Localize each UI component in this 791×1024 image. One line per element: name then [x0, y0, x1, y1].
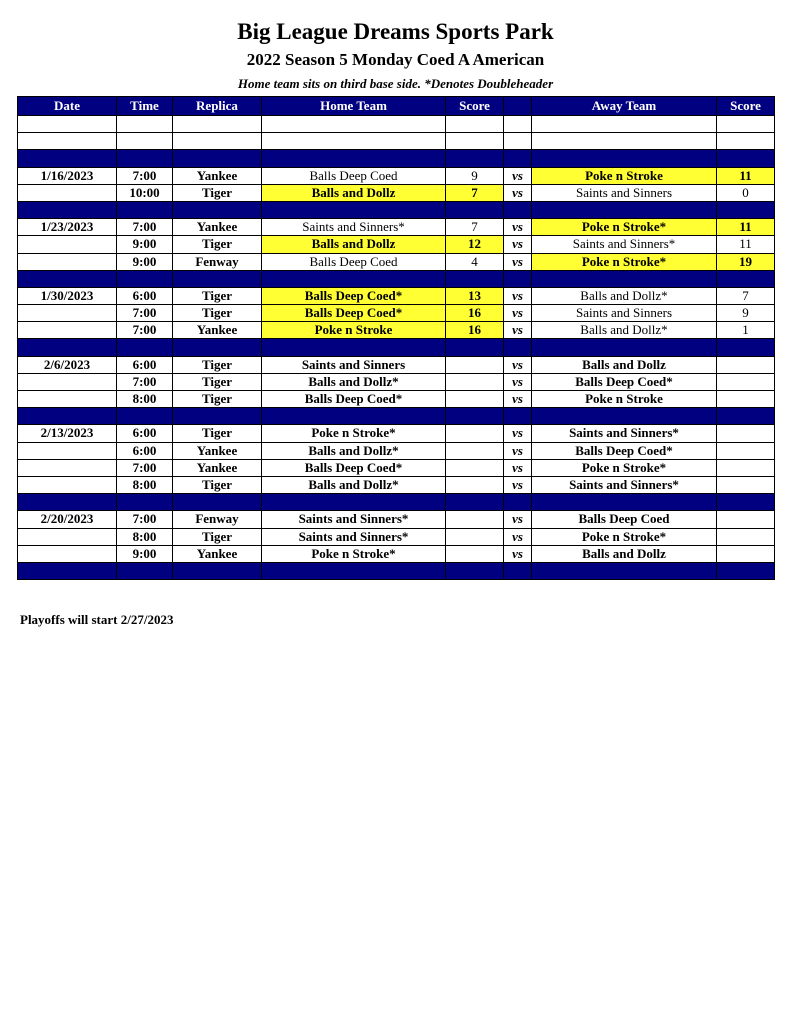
game-row — [18, 253, 775, 270]
date-cell — [18, 305, 117, 322]
separator-cell — [117, 150, 173, 167]
away-team-cell: Poke n Stroke* — [532, 219, 717, 236]
vs-cell: vs — [504, 305, 532, 322]
home-score-cell: 4 — [446, 253, 504, 270]
away-team-cell: Saints and Sinners — [532, 305, 717, 322]
date-cell — [18, 442, 117, 459]
away-score-cell — [717, 373, 775, 390]
separator-cell — [173, 494, 262, 511]
blank-cell — [262, 133, 446, 150]
home-score-cell — [446, 528, 504, 545]
game-row — [18, 184, 775, 201]
vs-cell: vs — [504, 236, 532, 253]
blank-cell — [532, 116, 717, 133]
away-score-cell — [717, 442, 775, 459]
page-subtitle: 2022 Season 5 Monday Coed A American — [246, 50, 545, 69]
game-row — [18, 545, 775, 562]
separator-cell — [717, 339, 775, 356]
separator-cell — [504, 339, 532, 356]
home-score-cell: 16 — [446, 322, 504, 339]
away-team-cell: Poke n Stroke* — [532, 253, 717, 270]
separator-cell — [532, 201, 717, 218]
replica-cell: Tiger — [173, 373, 262, 390]
separator-cell — [18, 201, 117, 218]
separator-cell — [446, 408, 504, 425]
replica-cell: Tiger — [173, 236, 262, 253]
replica-cell: Yankee — [173, 219, 262, 236]
game-row — [18, 425, 775, 442]
replica-cell: Tiger — [173, 425, 262, 442]
home-score-cell — [446, 511, 504, 528]
date-cell: 2/6/2023 — [18, 356, 117, 373]
time-cell: 7:00 — [117, 373, 173, 390]
away-score-cell: 11 — [717, 236, 775, 253]
separator-cell — [717, 408, 775, 425]
time-cell: 8:00 — [117, 528, 173, 545]
separator-cell — [262, 562, 446, 579]
time-cell: 7:00 — [117, 305, 173, 322]
date-cell — [18, 391, 117, 408]
home-team-cell: Balls Deep Coed* — [262, 287, 446, 304]
separator-cell — [446, 339, 504, 356]
away-score-cell: 11 — [717, 167, 775, 184]
home-score-cell: 7 — [446, 219, 504, 236]
separator-cell — [117, 270, 173, 287]
date-cell — [18, 236, 117, 253]
date-cell: 1/23/2023 — [18, 219, 117, 236]
replica-cell: Yankee — [173, 442, 262, 459]
blank-cell — [173, 133, 262, 150]
vs-cell: vs — [504, 167, 532, 184]
separator-cell — [262, 201, 446, 218]
separator-cell — [117, 408, 173, 425]
header-time: Time — [117, 97, 173, 116]
away-score-cell — [717, 425, 775, 442]
away-team-cell: Poke n Stroke* — [532, 528, 717, 545]
separator-cell — [173, 150, 262, 167]
game-row — [18, 305, 775, 322]
schedule-table — [17, 96, 775, 580]
home-score-cell — [446, 425, 504, 442]
home-score-cell — [446, 373, 504, 390]
separator-cell — [446, 562, 504, 579]
date-cell — [18, 476, 117, 493]
away-team-cell: Poke n Stroke* — [532, 459, 717, 476]
home-score-cell: 13 — [446, 287, 504, 304]
schedule-body — [18, 116, 775, 580]
separator-cell — [117, 339, 173, 356]
blank-row — [18, 133, 775, 150]
vs-cell: vs — [504, 356, 532, 373]
away-score-cell: 7 — [717, 287, 775, 304]
game-row — [18, 391, 775, 408]
vs-cell: vs — [504, 528, 532, 545]
replica-cell: Tiger — [173, 287, 262, 304]
week-separator-row — [18, 150, 775, 167]
away-team-cell: Balls Deep Coed* — [532, 373, 717, 390]
home-team-cell: Balls and Dollz* — [262, 442, 446, 459]
game-row — [18, 511, 775, 528]
separator-cell — [262, 270, 446, 287]
header-vs — [504, 97, 532, 116]
time-cell: 9:00 — [117, 236, 173, 253]
time-cell: 7:00 — [117, 459, 173, 476]
separator-cell — [532, 150, 717, 167]
date-cell — [18, 373, 117, 390]
time-cell: 7:00 — [117, 219, 173, 236]
away-score-cell — [717, 356, 775, 373]
blank-cell — [717, 116, 775, 133]
replica-cell: Tiger — [173, 476, 262, 493]
separator-cell — [446, 494, 504, 511]
vs-cell: vs — [504, 511, 532, 528]
away-team-cell: Poke n Stroke — [532, 391, 717, 408]
home-score-cell: 16 — [446, 305, 504, 322]
away-team-cell: Saints and Sinners* — [532, 236, 717, 253]
header-date: Date — [18, 97, 117, 116]
time-cell: 6:00 — [117, 425, 173, 442]
game-row — [18, 459, 775, 476]
home-team-cell: Balls and Dollz* — [262, 373, 446, 390]
header-away-team: Away Team — [532, 97, 717, 116]
separator-cell — [173, 408, 262, 425]
time-cell: 7:00 — [117, 511, 173, 528]
away-team-cell: Saints and Sinners* — [532, 476, 717, 493]
vs-cell: vs — [504, 545, 532, 562]
replica-cell: Fenway — [173, 253, 262, 270]
game-row — [18, 528, 775, 545]
home-team-cell: Saints and Sinners* — [262, 219, 446, 236]
separator-cell — [262, 150, 446, 167]
home-team-cell: Balls and Dollz — [262, 184, 446, 201]
separator-cell — [504, 150, 532, 167]
header-replica: Replica — [173, 97, 262, 116]
home-score-cell — [446, 459, 504, 476]
separator-cell — [18, 562, 117, 579]
date-cell — [18, 322, 117, 339]
date-cell — [18, 184, 117, 201]
week-separator-row — [18, 270, 775, 287]
home-team-cell: Balls Deep Coed* — [262, 459, 446, 476]
replica-cell: Yankee — [173, 459, 262, 476]
date-cell — [18, 545, 117, 562]
time-cell: 9:00 — [117, 545, 173, 562]
separator-cell — [532, 562, 717, 579]
vs-cell: vs — [504, 287, 532, 304]
separator-cell — [262, 494, 446, 511]
game-row — [18, 287, 775, 304]
home-team-note: Home team sits on third base side. *Denotes Doubleheader — [237, 76, 554, 91]
header-row — [18, 97, 775, 116]
away-team-cell: Balls and Dollz — [532, 545, 717, 562]
separator-cell — [532, 494, 717, 511]
header-home-score: Score — [446, 97, 504, 116]
blank-cell — [532, 133, 717, 150]
page-title: Big League Dreams Sports Park — [237, 19, 554, 44]
away-team-cell: Balls Deep Coed — [532, 511, 717, 528]
vs-cell: vs — [504, 253, 532, 270]
vs-cell: vs — [504, 442, 532, 459]
away-team-cell: Balls and Dollz — [532, 356, 717, 373]
away-score-cell — [717, 391, 775, 408]
separator-cell — [446, 201, 504, 218]
game-row — [18, 476, 775, 493]
separator-cell — [18, 339, 117, 356]
home-team-cell: Balls Deep Coed* — [262, 391, 446, 408]
date-cell — [18, 528, 117, 545]
replica-cell: Tiger — [173, 184, 262, 201]
time-cell: 8:00 — [117, 391, 173, 408]
away-team-cell: Balls and Dollz* — [532, 287, 717, 304]
date-cell: 2/20/2023 — [18, 511, 117, 528]
home-score-cell: 7 — [446, 184, 504, 201]
game-row — [18, 356, 775, 373]
replica-cell: Yankee — [173, 167, 262, 184]
date-cell: 1/16/2023 — [18, 167, 117, 184]
separator-cell — [532, 270, 717, 287]
home-team-cell: Balls and Dollz — [262, 236, 446, 253]
away-team-cell: Poke n Stroke — [532, 167, 717, 184]
replica-cell: Tiger — [173, 305, 262, 322]
vs-cell: vs — [504, 219, 532, 236]
home-score-cell — [446, 442, 504, 459]
blank-cell — [117, 133, 173, 150]
week-separator-row — [18, 562, 775, 579]
header-home-team: Home Team — [262, 97, 446, 116]
separator-cell — [18, 150, 117, 167]
game-row — [18, 322, 775, 339]
blank-cell — [117, 116, 173, 133]
blank-cell — [504, 133, 532, 150]
home-team-cell: Poke n Stroke — [262, 322, 446, 339]
away-score-cell — [717, 545, 775, 562]
separator-cell — [262, 408, 446, 425]
time-cell: 7:00 — [117, 167, 173, 184]
vs-cell: vs — [504, 459, 532, 476]
time-cell: 9:00 — [117, 253, 173, 270]
separator-cell — [18, 270, 117, 287]
week-separator-row — [18, 339, 775, 356]
header-away-score: Score — [717, 97, 775, 116]
separator-cell — [717, 562, 775, 579]
blank-cell — [504, 116, 532, 133]
separator-cell — [504, 201, 532, 218]
away-score-cell — [717, 511, 775, 528]
separator-cell — [117, 562, 173, 579]
separator-cell — [717, 201, 775, 218]
vs-cell: vs — [504, 184, 532, 201]
home-team-cell: Saints and Sinners* — [262, 511, 446, 528]
separator-cell — [532, 408, 717, 425]
home-score-cell: 9 — [446, 167, 504, 184]
home-team-cell: Saints and Sinners* — [262, 528, 446, 545]
date-cell: 2/13/2023 — [18, 425, 117, 442]
away-score-cell: 11 — [717, 219, 775, 236]
replica-cell: Yankee — [173, 322, 262, 339]
separator-cell — [173, 562, 262, 579]
separator-cell — [504, 494, 532, 511]
separator-cell — [173, 270, 262, 287]
vs-cell: vs — [504, 373, 532, 390]
away-score-cell: 19 — [717, 253, 775, 270]
game-row — [18, 373, 775, 390]
separator-cell — [532, 339, 717, 356]
home-team-cell: Saints and Sinners — [262, 356, 446, 373]
home-team-cell: Balls Deep Coed* — [262, 305, 446, 322]
blank-cell — [173, 116, 262, 133]
away-score-cell: 1 — [717, 322, 775, 339]
blank-row — [18, 116, 775, 133]
away-team-cell: Saints and Sinners — [532, 184, 717, 201]
blank-cell — [717, 133, 775, 150]
replica-cell: Tiger — [173, 528, 262, 545]
replica-cell: Yankee — [173, 545, 262, 562]
separator-cell — [117, 201, 173, 218]
separator-cell — [717, 150, 775, 167]
playoffs-note: Playoffs will start 2/27/2023 — [20, 612, 174, 627]
blank-cell — [18, 133, 117, 150]
away-score-cell — [717, 476, 775, 493]
home-score-cell — [446, 545, 504, 562]
replica-cell: Tiger — [173, 356, 262, 373]
time-cell: 7:00 — [117, 322, 173, 339]
separator-cell — [504, 408, 532, 425]
date-cell: 1/30/2023 — [18, 287, 117, 304]
blank-cell — [446, 116, 504, 133]
week-separator-row — [18, 408, 775, 425]
blank-cell — [18, 116, 117, 133]
vs-cell: vs — [504, 476, 532, 493]
vs-cell: vs — [504, 322, 532, 339]
separator-cell — [173, 339, 262, 356]
game-row — [18, 219, 775, 236]
blank-cell — [262, 116, 446, 133]
home-team-cell: Poke n Stroke* — [262, 425, 446, 442]
separator-cell — [717, 494, 775, 511]
separator-cell — [262, 339, 446, 356]
away-score-cell: 0 — [717, 184, 775, 201]
time-cell: 6:00 — [117, 287, 173, 304]
home-team-cell: Poke n Stroke* — [262, 545, 446, 562]
replica-cell: Fenway — [173, 511, 262, 528]
home-team-cell: Balls Deep Coed — [262, 167, 446, 184]
week-separator-row — [18, 201, 775, 218]
vs-cell: vs — [504, 425, 532, 442]
away-score-cell: 9 — [717, 305, 775, 322]
separator-cell — [446, 270, 504, 287]
away-team-cell: Balls Deep Coed* — [532, 442, 717, 459]
away-score-cell — [717, 528, 775, 545]
time-cell: 8:00 — [117, 476, 173, 493]
separator-cell — [504, 270, 532, 287]
game-row — [18, 167, 775, 184]
date-cell — [18, 459, 117, 476]
separator-cell — [446, 150, 504, 167]
away-score-cell — [717, 459, 775, 476]
home-score-cell: 12 — [446, 236, 504, 253]
away-team-cell: Saints and Sinners* — [532, 425, 717, 442]
week-separator-row — [18, 494, 775, 511]
time-cell: 6:00 — [117, 356, 173, 373]
separator-cell — [117, 494, 173, 511]
home-team-cell: Balls and Dollz* — [262, 476, 446, 493]
replica-cell: Tiger — [173, 391, 262, 408]
separator-cell — [18, 408, 117, 425]
time-cell: 6:00 — [117, 442, 173, 459]
game-row — [18, 236, 775, 253]
home-score-cell — [446, 391, 504, 408]
separator-cell — [173, 201, 262, 218]
vs-cell: vs — [504, 391, 532, 408]
home-team-cell: Balls Deep Coed — [262, 253, 446, 270]
separator-cell — [717, 270, 775, 287]
home-score-cell — [446, 476, 504, 493]
separator-cell — [18, 494, 117, 511]
blank-cell — [446, 133, 504, 150]
game-row — [18, 442, 775, 459]
date-cell — [18, 253, 117, 270]
separator-cell — [504, 562, 532, 579]
away-team-cell: Balls and Dollz* — [532, 322, 717, 339]
home-score-cell — [446, 356, 504, 373]
time-cell: 10:00 — [117, 184, 173, 201]
